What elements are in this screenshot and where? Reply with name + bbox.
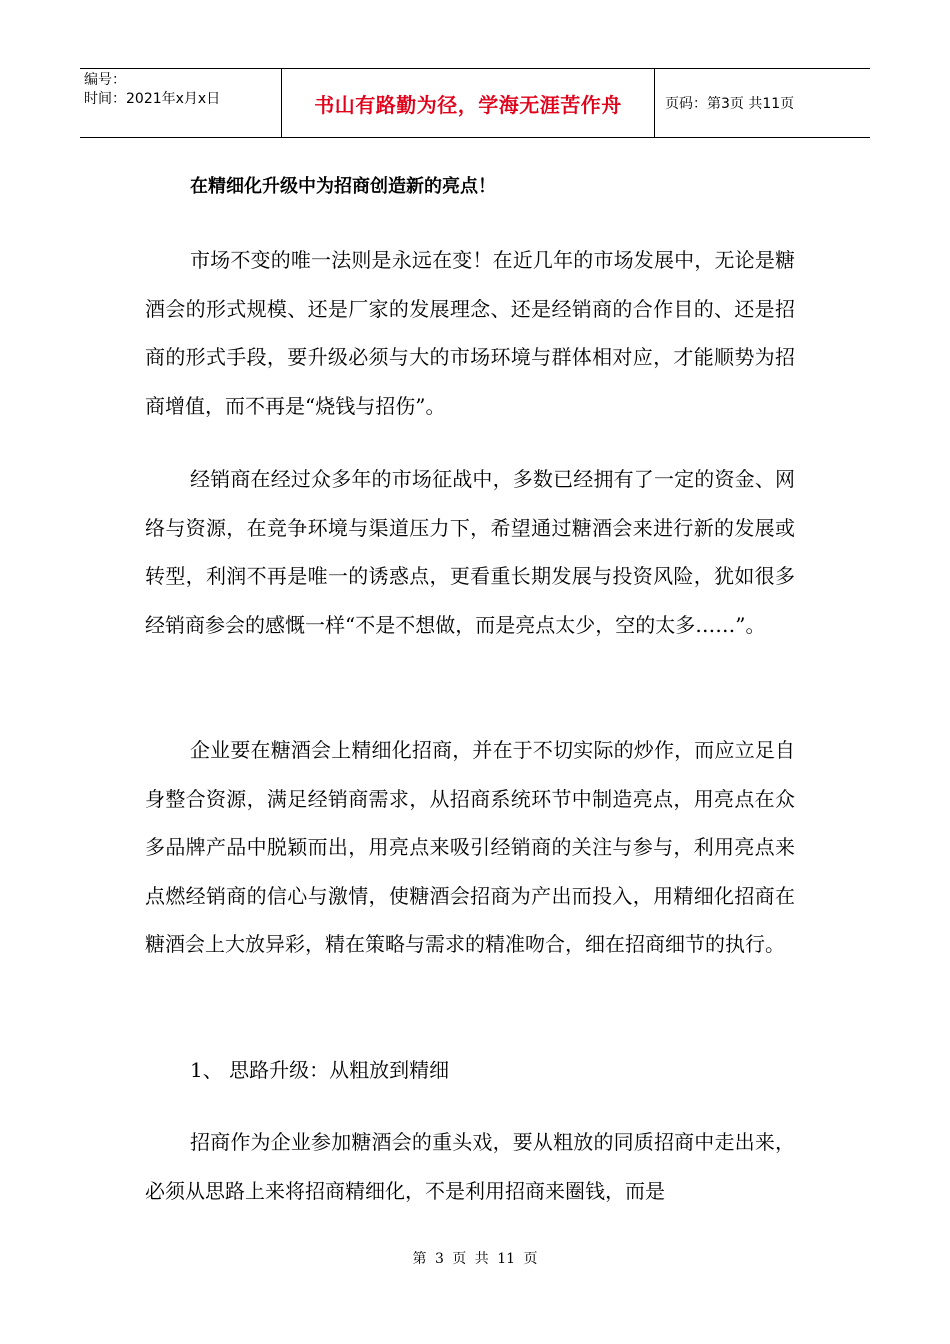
paragraph-4: 招商作为企业参加糖酒会的重头戏，要从粗放的同质招商中走出来，必须从思路上来将招商精细化，不是利用招商来圈钱，而是 <box>145 1130 795 1203</box>
paragraph-2: 经销商在经过众多年的市场征战中，多数已经拥有了一定的资金、网络与资源，在竞争环境与渠道压力下，希望通过糖酒会来进行新的发展或转型，利润不再是唯一的诱惑点，更看重长期发展与投资风险，犹如很多经销商参会的感慨一样“不是不想做，而是亮点太少，空的太多……”。 <box>145 467 795 637</box>
header-motto: 书山有路勤为径，学海无涯苦作舟 <box>282 69 655 137</box>
document-title: 在精细化升级中为招商创造新的亮点！ <box>190 176 496 197</box>
page-header <box>80 68 870 138</box>
paragraph-1: 市场不变的唯一法则是永远在变！在近几年的市场发展中，无论是糖酒会的形式规模、还是厂家的发展理念、还是经销商的合作目的、还是招商的形式手段，要升级必须与大的市场环境与群体相对应，才能顺势为招商增值，而不再是“烧钱与招伤”。 <box>145 248 795 418</box>
paragraph-3: 企业要在糖酒会上精细化招商，并在于不切实际的炒作，而应立足自身整合资源，满足经销商需求，从招商系统环节中制造亮点，用亮点在众多品牌产品中脱颖而出，用亮点来吸引经销商的关注与参与，利用亮点来点燃经销商的信心与激情，使糖酒会招商为产出而投入，用精细化招商在糖酒会上大放异彩，精在策略与需求的精准吻合，细在招商细节的执行。 <box>145 738 795 956</box>
document-time-label: 时间：2021年x月x日 <box>84 91 221 107</box>
header-page-code: 页码：第3页 共11页 <box>665 96 795 112</box>
header-meta <box>80 69 282 137</box>
document-number-label: 编号： <box>84 72 126 88</box>
section-heading-1: 1、 思路升级：从粗放到精细 <box>190 1058 450 1082</box>
page-footer: 第 3 页 共 11 页 <box>412 1251 538 1267</box>
